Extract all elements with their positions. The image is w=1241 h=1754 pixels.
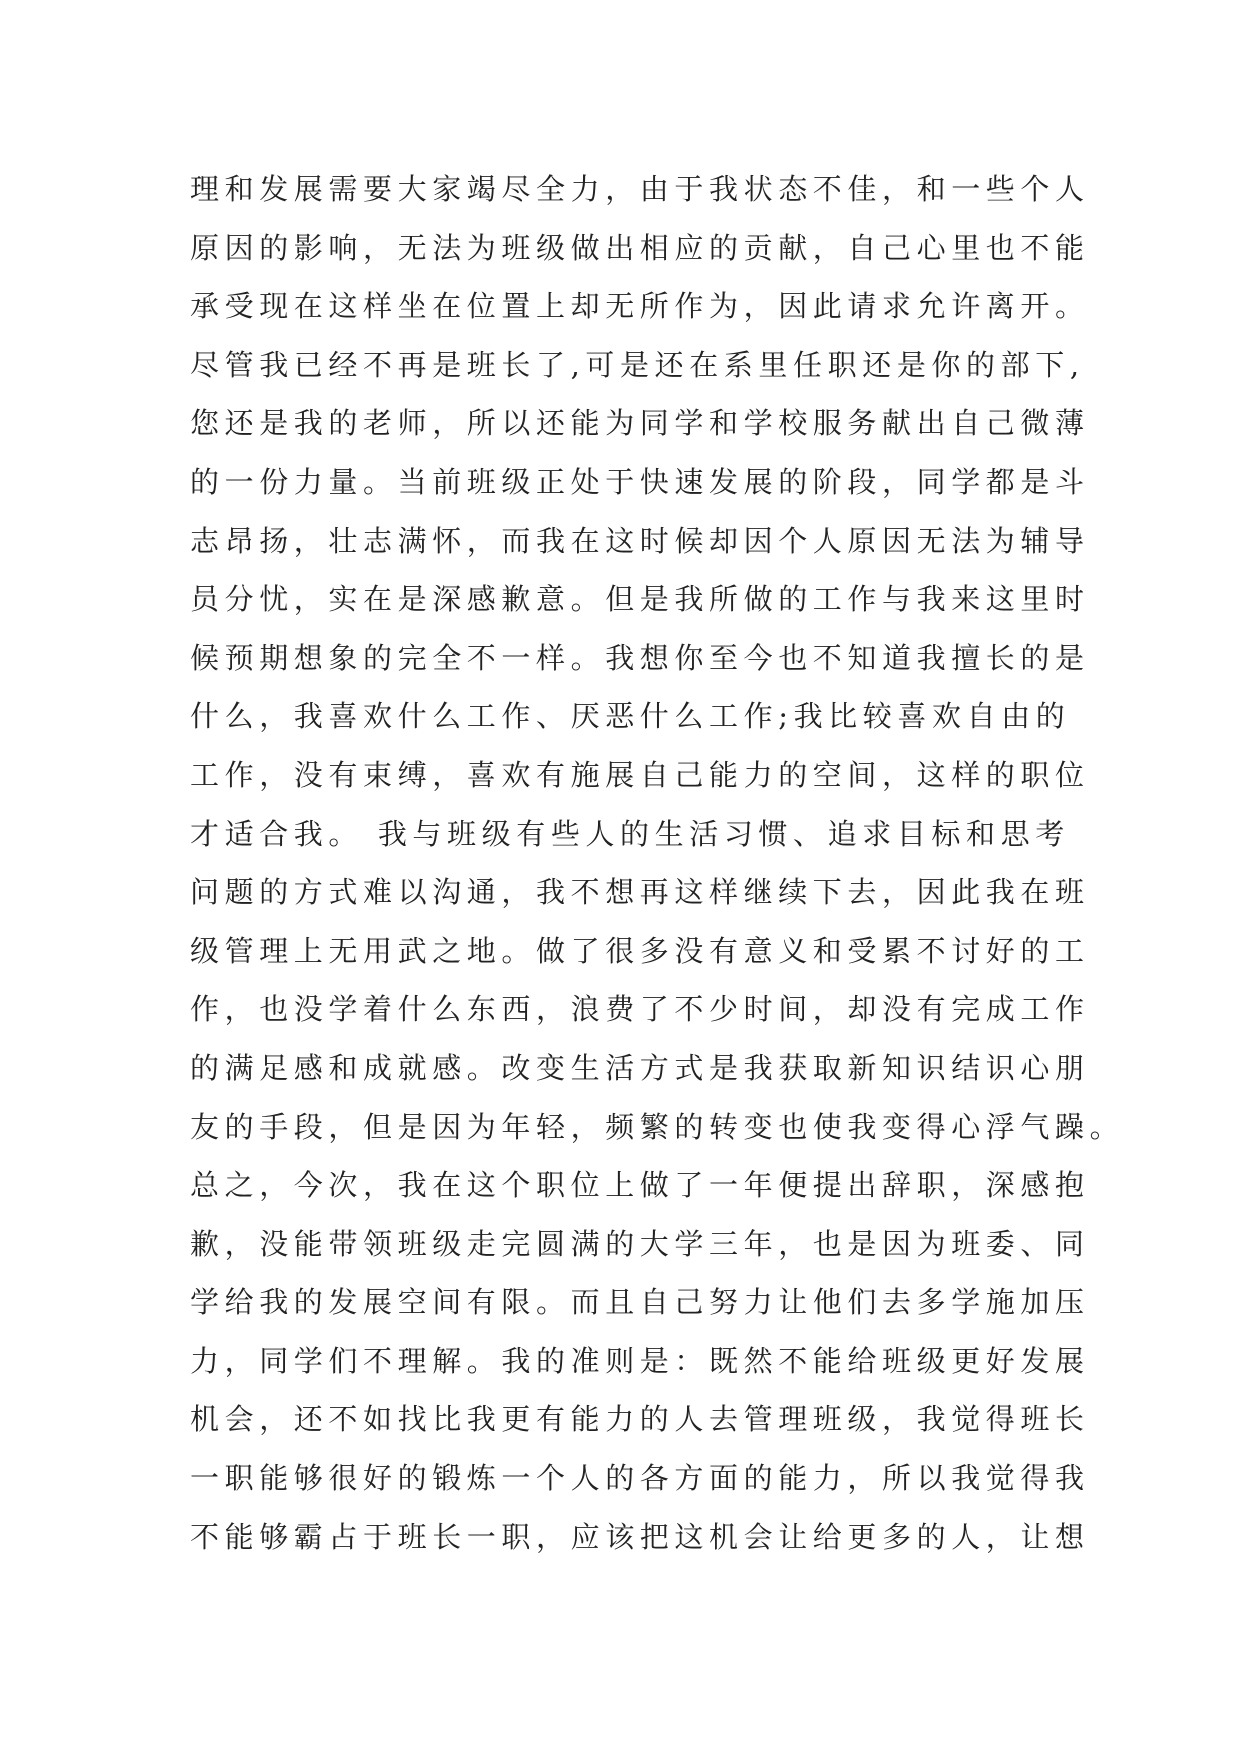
text-line: 机会，还不如找比我更有能力的人去管理班级，我觉得班长: [190, 1402, 1090, 1437]
text-line: 作，也没学着什么东西，浪费了不少时间，却没有完成工作: [190, 992, 1090, 1027]
text-line: 志昂扬，壮志满怀，而我在这时候却因个人原因无法为辅导: [190, 523, 1090, 558]
text-line: 问题的方式难以沟通，我不想再这样继续下去，因此我在班: [190, 875, 1090, 910]
text-line: 学给我的发展空间有限。而且自己努力让他们去多学施加压: [190, 1285, 1090, 1320]
text-line: 歉，没能带领班级走完圆满的大学三年，也是因为班委、同: [190, 1226, 1090, 1261]
text-line: 一职能够很好的锻炼一个人的各方面的能力，所以我觉得我: [190, 1461, 1090, 1496]
text-line: 级管理上无用武之地。做了很多没有意义和受累不讨好的工: [190, 933, 1090, 968]
text-line: 的满足感和成就感。改变生活方式是我获取新知识结识心朋: [190, 1050, 1090, 1085]
text-line: 才适合我。 我与班级有些人的生活习惯、追求目标和思考: [190, 816, 1070, 851]
text-line: 总之，今次，我在这个职位上做了一年便提出辞职，深感抱: [190, 1168, 1090, 1203]
text-line: 尽管我已经不再是班长了,可是还在系里任职还是你的部下,: [190, 347, 1085, 382]
text-line: 员分忧，实在是深感歉意。但是我所做的工作与我来这里时: [190, 582, 1090, 617]
text-line: 不能够霸占于班长一职，应该把这机会让给更多的人，让想: [190, 1519, 1090, 1554]
text-line: 承受现在这样坐在位置上却无所作为，因此请求允许离开。: [190, 289, 1090, 324]
text-line: 工作，没有束缚，喜欢有施展自己能力的空间，这样的职位: [190, 757, 1090, 792]
text-line: 理和发展需要大家竭尽全力，由于我状态不佳，和一些个人: [190, 172, 1090, 206]
text-line: 友的手段，但是因为年轻，频繁的转变也使我变得心浮气躁。: [190, 1109, 1125, 1144]
text-line: 原因的影响，无法为班级做出相应的贡献，自己心里也不能: [190, 230, 1090, 265]
text-line: 什么，我喜欢什么工作、厌恶什么工作;我比较喜欢自由的: [190, 699, 1071, 734]
text-line: 您还是我的老师，所以还能为同学和学校服务献出自己微薄: [190, 406, 1090, 441]
text-line: 候预期想象的完全不一样。我想你至今也不知道我擅长的是: [190, 640, 1090, 675]
text-line: 的一份力量。当前班级正处于快速发展的阶段，同学都是斗: [190, 464, 1090, 499]
body-text: [190, 160, 1125, 1566]
text-line: 力，同学们不理解。我的准则是：既然不能给班级更好发展: [190, 1343, 1090, 1378]
